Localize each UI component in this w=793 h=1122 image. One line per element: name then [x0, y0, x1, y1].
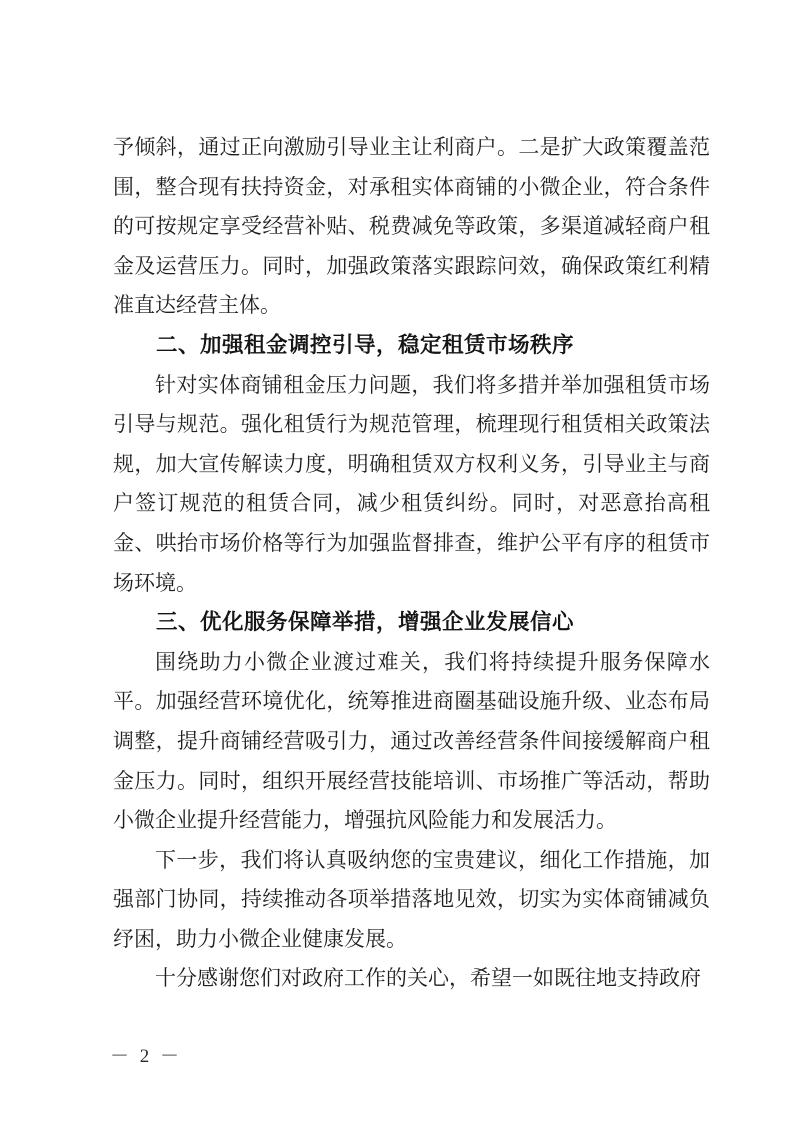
paragraph-rent-regulation: 针对实体商铺租金压力问题，我们将多措并举加强租赁市场引导与规范。强化租赁行为规范管理，梳理现行租赁相关政策法规，加大宣传解读力度，明确租赁双方权利义务，引导业主与商户签订规范的租赁合同，减少租赁纠纷。同时，对恶意抬高租金、哄抬市场价格等行为加强监督排查，维护公平有序的租赁市场环境。 [113, 372, 710, 595]
section-heading-2: 二、加强租金调控引导，稳定租赁市场秩序 [156, 332, 575, 357]
paragraph-service-support: 围绕助力小微企业渡过难关，我们将持续提升服务保障水平。加强经营环境优化，统筹推进商圈基础设施升级、业态布局调整，提升商铺经营吸引力，通过改善经营条件间接缓解商户租金压力。同时，组织开展经营技能培训、市场推广等活动，帮助小微企业提升经营能力，增强抗风险能力和发展活力。 [113, 649, 710, 833]
document-body [113, 128, 710, 999]
section-heading-3: 三、优化服务保障举措，增强企业发展信心 [156, 610, 575, 635]
paragraph-next-steps: 下一步，我们将认真吸纳您的宝贵建议，细化工作措施，加强部门协同，持续推动各项举措落地见效，切实为实体商铺减负纾困，助力小微企业健康发展。 [113, 847, 710, 951]
paragraph-closing-thanks: 十分感谢您们对政府工作的关心，希望一如既往地支持政府 [155, 966, 701, 991]
paragraph-policy-coverage: 予倾斜，通过正向激励引导业主让利商户。二是扩大政策覆盖范围，整合现有扶持资金，对承租实体商铺的小微企业，符合条件的可按规定享受经营补贴、税费减免等政策，多渠道减轻商户租金及运营压力。同时，加强政策落实跟踪问效，确保政策红利精准直达经营主体。 [113, 135, 710, 318]
page-number: － 2 － [110, 1046, 183, 1067]
